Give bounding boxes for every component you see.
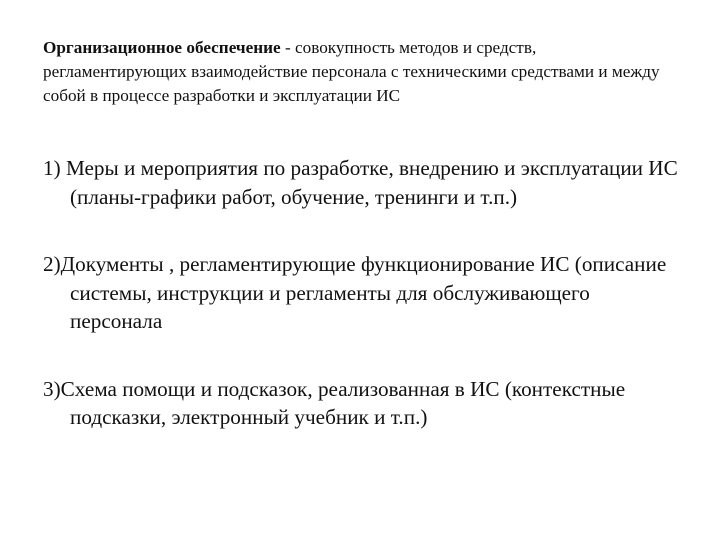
support-components-list — [43, 154, 683, 432]
definition-text: - совокупность методов и средств, регламентирующих взаимодействие персонала с техническими средствами и между собой в процессе разработки и эксплуатации ИС — [43, 38, 660, 105]
definition-term: Организационное обеспечение — [43, 38, 281, 57]
list-item: 1) Меры и мероприятия по разработке, внедрению и эксплуатации ИС (планы-графики работ, обучение, тренинги и т.п.) — [43, 156, 678, 209]
definition-paragraph — [43, 36, 683, 108]
list-item: 3)Схема помощи и подсказок, реализованная в ИС (контекстные подсказки, электронный учебник и т.п.) — [43, 376, 626, 429]
list-item: 2)Документы , регламентирующие функционирование ИС (описание системы, инструкции и регламенты для обслуживающего персонала — [43, 252, 667, 333]
